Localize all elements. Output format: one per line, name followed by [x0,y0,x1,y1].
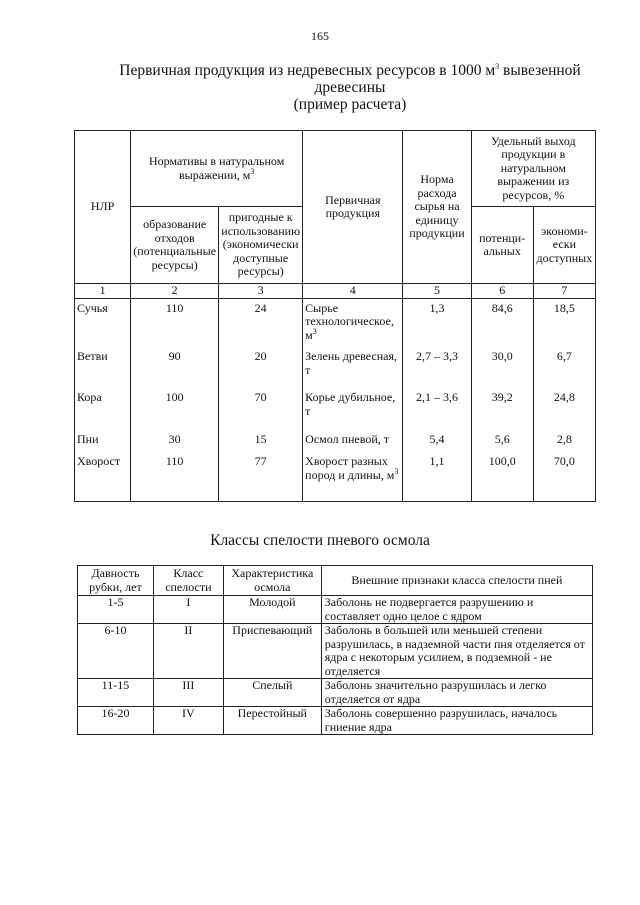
cell-usable: 70 [219,387,303,427]
col-number: 6 [471,284,533,299]
header-waste: образование отходов (потенциальные ресурсы) [131,207,219,284]
cell-nlr: Сучья [75,298,131,346]
table-row [78,707,593,735]
ripeness-classes-table [77,565,593,735]
cell-class: III [153,679,223,707]
cell-economic: 70,0 [533,451,595,501]
cell-potential: 30,0 [471,346,533,387]
cell-waste: 110 [131,451,219,501]
cell-age: 1-5 [78,596,154,624]
cell-class: IV [153,707,223,735]
table1-title [40,62,640,113]
header-nlr: НЛР [75,131,131,284]
table-row [78,624,593,679]
table-row [75,387,596,427]
table-row [78,596,593,624]
cell-usable: 15 [219,427,303,451]
cell-age: 11-15 [78,679,154,707]
table-row [75,451,596,501]
primary-products-table [74,130,596,502]
header-norms: Нормативы в натуральном выражении, $м^3$ [131,131,303,207]
cell-usable: 24 [219,298,303,346]
table1-title-line2: древесины [314,79,386,96]
cell-economic: 2,8 [533,427,595,451]
cell-characteristic: Приспевающий [223,624,321,679]
cell-economic: 24,8 [533,387,595,427]
cell-signs: Заболонь совершенно разрушилась, началось гниение ядра [321,707,592,735]
table-row [75,427,596,451]
column-numbers-row [75,284,596,299]
cell-signs: Заболонь значительно разрушилась и легко отделяется от ядра [321,679,592,707]
table1-title-line1-end: вывезенной [499,62,581,79]
cell-rate: 2,7 – 3,3 [403,346,471,387]
cell-usable: 20 [219,346,303,387]
cell-product: Осмол пневой, т [303,427,403,451]
table2-title: Классы спелости пневого осмола [210,532,430,549]
col-number: 5 [403,284,471,299]
cell-potential: 100,0 [471,451,533,501]
table-row [75,298,596,346]
cell-nlr: Пни [75,427,131,451]
table1-title-line3: (пример расчета) [293,96,407,113]
cell-potential: 5,6 [471,427,533,451]
table1-title-sup: 3 [495,61,500,71]
header-signs: Внешние признаки класса спелости пней [321,566,592,596]
cell-age: 16-20 [78,707,154,735]
cell-characteristic: Перестойный [223,707,321,735]
cell-usable: 77 [219,451,303,501]
col-number: 3 [219,284,303,299]
table-row [78,679,593,707]
cell-waste: 100 [131,387,219,427]
cell-characteristic: Спелый [223,679,321,707]
table-row [75,346,596,387]
cell-product: Корье дубильное, т [303,387,403,427]
header-rate: Норма расхода сырья на единицу продукции [403,131,471,284]
cell-nlr: Ветви [75,346,131,387]
cell-rate: 1,1 [403,451,471,501]
header-age: Давность рубки, лет [78,566,154,596]
cell-waste: 110 [131,298,219,346]
col-number: 1 [75,284,131,299]
cell-product: Сырье технологическое, $м^3$ [303,298,403,346]
cell-rate: 5,4 [403,427,471,451]
cell-nlr: Кора [75,387,131,427]
col-number: 4 [303,284,403,299]
cell-waste: 90 [131,346,219,387]
col-number: 7 [533,284,595,299]
cell-economic: 6,7 [533,346,595,387]
cell-product: Хворост разных пород и длины, $м^3$ [303,451,403,501]
header-economic: экономи-ески доступных [533,207,595,284]
cell-signs: Заболонь не подвергается разрушению и составляет одно целое с ядром [321,596,592,624]
cell-waste: 30 [131,427,219,451]
header-primary-product: Первичная продукция [303,131,403,284]
header-characteristic: Характеристика осмола [223,566,321,596]
cell-rate: 2,1 – 3,6 [403,387,471,427]
cell-nlr: Хворост [75,451,131,501]
table1-title-line1: Первичная продукция из недревесных ресурсов в 1000 м [119,62,496,79]
cell-class: I [153,596,223,624]
col-number: 2 [131,284,219,299]
header-potential: потенци-альных [471,207,533,284]
header-usable: пригодные к использованию (экономически доступные ресурсы) [219,207,303,284]
cell-economic: 18,5 [533,298,595,346]
cell-potential: 39,2 [471,387,533,427]
header-yield: Удельный выход продукции в натуральном выражении из ресурсов, % [471,131,595,207]
cell-age: 6-10 [78,624,154,679]
cell-class: II [153,624,223,679]
cell-product: Зелень древесная, т [303,346,403,387]
page-number: 165 [311,29,329,43]
cell-characteristic: Молодой [223,596,321,624]
header-class: Класс спелости [153,566,223,596]
cell-signs: Заболонь в большей или меньшей степени разрушилась, в надземной части пня отделяется от ядра с некоторым усилием, в подземной - не отделяется [321,624,592,679]
cell-potential: 84,6 [471,298,533,346]
cell-rate: 1,3 [403,298,471,346]
